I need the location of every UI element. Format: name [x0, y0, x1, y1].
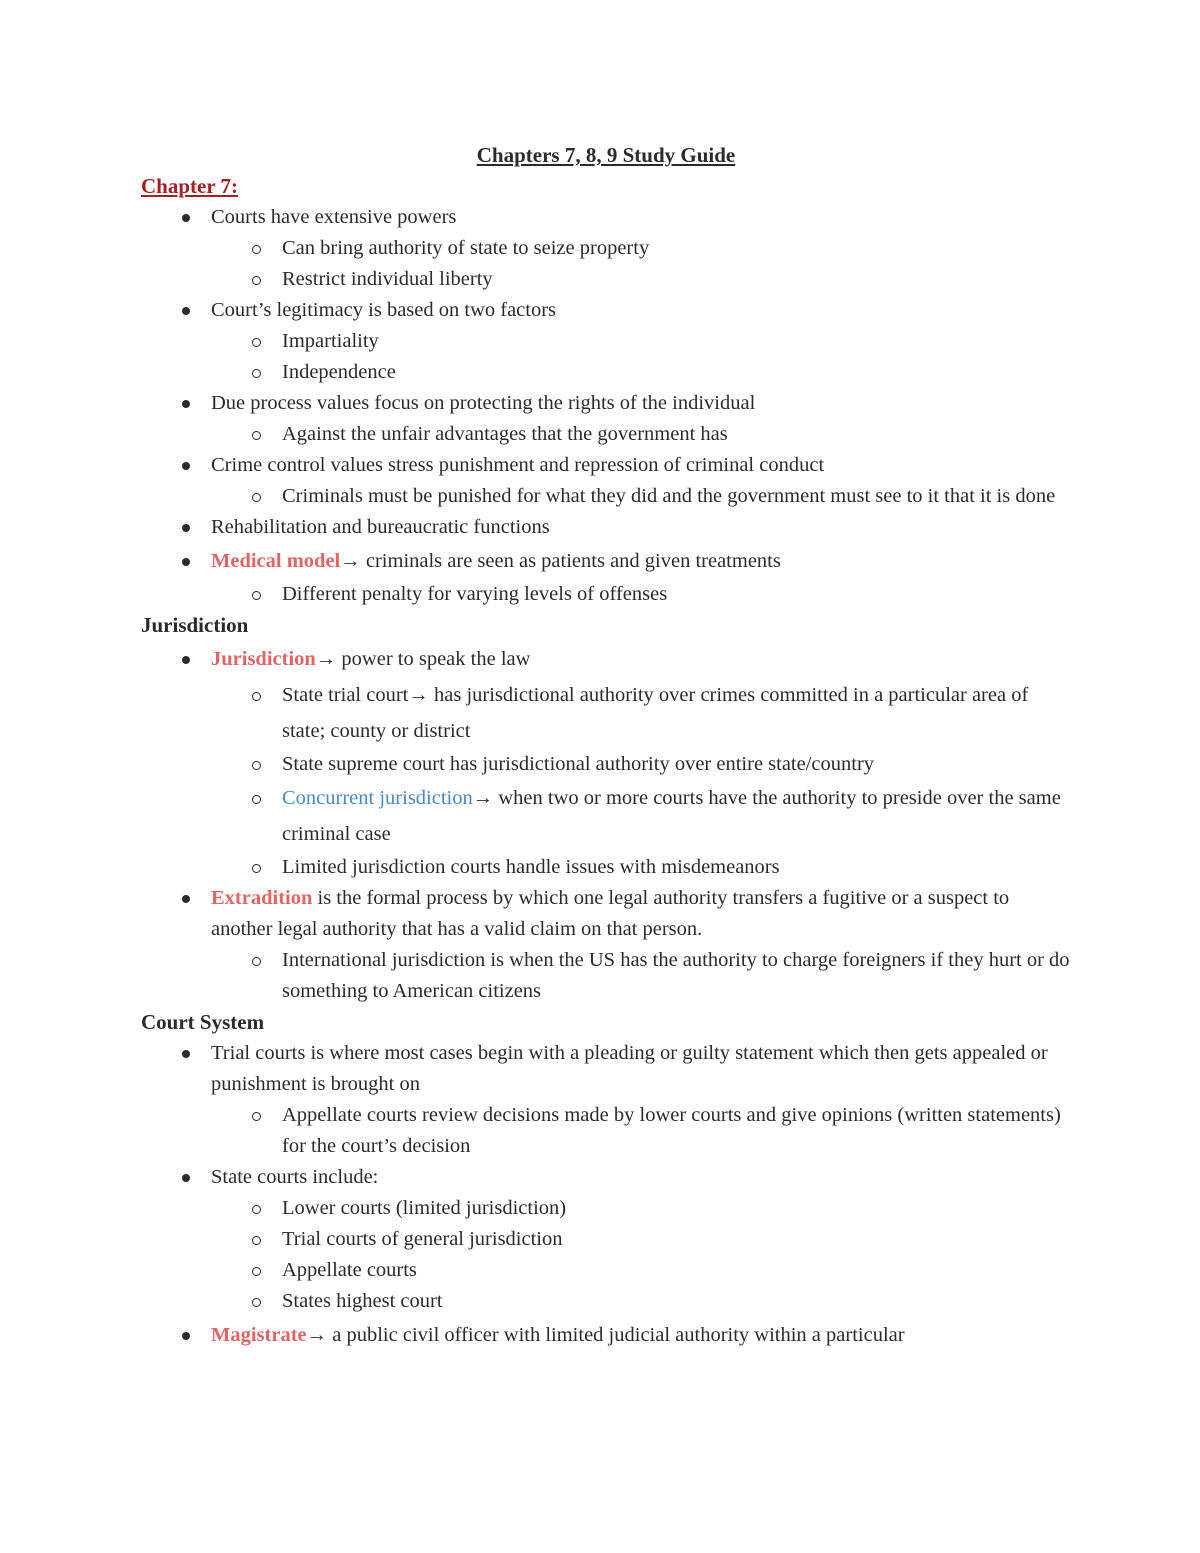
court-system-heading: Court System	[141, 1010, 265, 1034]
list-item	[141, 543, 1071, 579]
jurisdiction-term: Jurisdiction	[211, 648, 316, 670]
bullet-icon	[179, 1162, 193, 1193]
chapter-7-list	[141, 202, 1071, 610]
bullet-icon	[179, 543, 193, 579]
chapter-7-heading: Chapter 7:	[141, 174, 239, 198]
list-item	[141, 264, 1071, 295]
list-item-text: Appellate courts review decisions made by lower courts and give opinions (written statements) for the court’s decision	[282, 1104, 1061, 1157]
list-item-text: Lower courts (limited jurisdiction)	[282, 1197, 567, 1219]
list-item	[141, 233, 1071, 264]
list-item	[141, 677, 1071, 749]
list-item-text: Crime control values stress punishment and repression of criminal conduct	[211, 454, 825, 476]
jurisdiction-list	[141, 641, 1071, 1007]
circle-bullet-icon	[249, 677, 263, 713]
circle-bullet-icon	[249, 481, 263, 512]
list-item-text: Criminals must be punished for what they did and the government must see to it that it is done	[282, 485, 1056, 507]
circle-bullet-icon	[249, 852, 263, 883]
list-item-text: States highest court	[282, 1290, 443, 1312]
magistrate-term: Magistrate	[211, 1324, 307, 1346]
list-item	[141, 579, 1071, 610]
list-item-text: Due process values focus on protecting the rights of the individual	[211, 392, 756, 414]
list-item	[141, 419, 1071, 450]
circle-bullet-icon	[249, 749, 263, 780]
list-item-text: Against the unfair advantages that the government has	[282, 423, 728, 445]
bullet-icon	[179, 1317, 193, 1353]
list-item	[141, 641, 1071, 677]
list-item	[141, 1224, 1071, 1255]
list-item	[141, 202, 1071, 233]
jurisdiction-definition: → power to speak the law	[315, 648, 531, 670]
list-item	[141, 481, 1071, 512]
concurrent-jurisdiction-term: Concurrent jurisdiction	[282, 787, 473, 809]
list-item	[141, 852, 1071, 883]
circle-bullet-icon	[249, 233, 263, 264]
bullet-icon	[179, 641, 193, 677]
list-item-text: Limited jurisdiction courts handle issues with misdemeanors	[282, 856, 780, 878]
list-item	[141, 1286, 1071, 1317]
list-item	[141, 357, 1071, 388]
bullet-icon	[179, 202, 193, 233]
list-item	[141, 388, 1071, 419]
list-item-text: Can bring authority of state to seize property	[282, 237, 650, 259]
list-item	[141, 1038, 1071, 1100]
circle-bullet-icon	[249, 357, 263, 388]
concurrent-jurisdiction-definition: → when two or more courts have the authority to preside over the same criminal case	[282, 787, 1061, 845]
list-item-text: International jurisdiction is when the US has the authority to charge foreigners if they hurt or do something to American citizens	[282, 949, 1070, 1002]
bullet-icon	[179, 450, 193, 481]
circle-bullet-icon	[249, 1224, 263, 1255]
list-item	[141, 1317, 1071, 1353]
extradition-term: Extradition	[211, 887, 313, 909]
list-item	[141, 326, 1071, 357]
circle-bullet-icon	[249, 1193, 263, 1224]
circle-bullet-icon	[249, 326, 263, 357]
court-system-list	[141, 1038, 1071, 1353]
list-item	[141, 1162, 1071, 1193]
list-item-text: State courts include:	[211, 1166, 379, 1188]
bullet-icon	[179, 388, 193, 419]
list-item	[141, 1255, 1071, 1286]
list-item-text: Different penalty for varying levels of offenses	[282, 583, 668, 605]
circle-bullet-icon	[249, 579, 263, 610]
circle-bullet-icon	[249, 264, 263, 295]
list-item-text: Courts have extensive powers	[211, 206, 457, 228]
circle-bullet-icon	[249, 1255, 263, 1286]
list-item-text: State trial court→ has jurisdictional authority over crimes committed in a particular area of state; county or district	[282, 684, 1029, 742]
bullet-icon	[179, 512, 193, 543]
list-item	[141, 780, 1071, 852]
circle-bullet-icon	[249, 1100, 263, 1131]
circle-bullet-icon	[249, 419, 263, 450]
list-item	[141, 749, 1071, 780]
bullet-icon	[179, 295, 193, 326]
list-item-text: Impartiality	[282, 330, 379, 352]
circle-bullet-icon	[249, 780, 263, 816]
list-item	[141, 1100, 1071, 1162]
list-item	[141, 1193, 1071, 1224]
list-item-text: State supreme court has jurisdictional authority over entire state/country	[282, 753, 875, 775]
list-item	[141, 945, 1071, 1007]
document-title: Chapters 7, 8, 9 Study Guide	[476, 143, 736, 167]
circle-bullet-icon	[249, 1286, 263, 1317]
list-item-text: Trial courts of general jurisdiction	[282, 1228, 563, 1250]
bullet-icon	[179, 1038, 193, 1069]
list-item	[141, 883, 1071, 945]
medical-model-term: Medical model	[211, 550, 341, 572]
list-item	[141, 450, 1071, 481]
list-item-text: Restrict individual liberty	[282, 268, 493, 290]
list-item	[141, 295, 1071, 326]
document-content	[141, 140, 1071, 1353]
medical-model-definition: → criminals are seen as patients and given treatments	[340, 550, 781, 572]
list-item-text: Rehabilitation and bureaucratic functions	[211, 516, 550, 538]
list-item-text: Court’s legitimacy is based on two factors	[211, 299, 557, 321]
list-item-text: Appellate courts	[282, 1259, 417, 1281]
list-item	[141, 512, 1071, 543]
jurisdiction-heading: Jurisdiction	[141, 613, 249, 637]
list-item-text: Trial courts is where most cases begin with a pleading or guilty statement which then gets appealed or punishment is brought on	[211, 1042, 1048, 1095]
bullet-icon	[179, 883, 193, 914]
magistrate-definition: → a public civil officer with limited judicial authority within a particular	[306, 1324, 905, 1346]
list-item-text: Independence	[282, 361, 396, 383]
extradition-definition: is the formal process by which one legal authority transfers a fugitive or a suspect to another legal authority that has a valid claim on that person.	[211, 887, 1010, 940]
circle-bullet-icon	[249, 945, 263, 976]
